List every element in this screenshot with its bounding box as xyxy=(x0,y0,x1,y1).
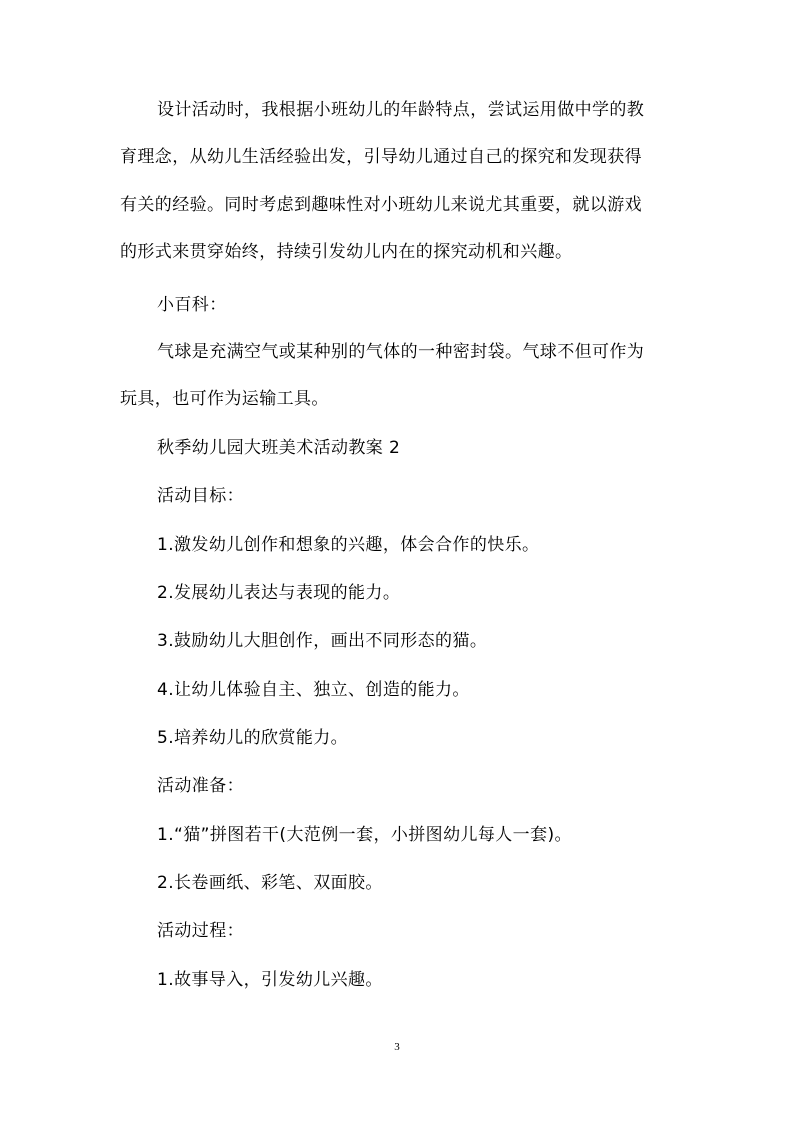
paragraph-line: 设计活动时，我根据小班幼儿的年龄特点，尝试运用做中学的教 xyxy=(157,100,645,120)
goal-item: 5.培养幼儿的欣赏能力。 xyxy=(157,728,349,748)
goal-item: 2.发展幼儿表达与表现的能力。 xyxy=(157,583,401,603)
paragraph-line: 的形式来贯穿始终，持续引发幼儿内在的探究动机和兴趣。 xyxy=(120,242,573,262)
paragraph-line: 气球是充满空气或某种别的气体的一种密封袋。气球不但可作为 xyxy=(157,342,645,362)
goal-item: 1.激发幼儿创作和想象的兴趣，体会合作的快乐。 xyxy=(157,535,540,555)
goal-item: 4.让幼儿体验自主、独立、创造的能力。 xyxy=(157,680,470,700)
section-heading-encyclopedia: 小百科： xyxy=(157,295,227,315)
paragraph-line: 有关的经验。同时考虑到趣味性对小班幼儿来说尤其重要，就以游戏 xyxy=(120,195,642,215)
preparation-item: 2.长卷画纸、彩笔、双面胶。 xyxy=(157,873,383,893)
page-number: 3 xyxy=(394,1041,400,1053)
paragraph-line: 育理念，从幼儿生活经验出发，引导幼儿通过自己的探究和发现获得 xyxy=(120,147,642,167)
section-heading-goals: 活动目标： xyxy=(157,486,244,506)
paragraph-line: 玩具，也可作为运输工具。 xyxy=(120,389,329,409)
preparation-item: 1.“猫”拼图若干(大范例一套，小拼图幼儿每人一套)。 xyxy=(157,825,572,845)
process-item: 1.故事导入，引发幼儿兴趣。 xyxy=(157,970,383,990)
section-heading-process: 活动过程： xyxy=(157,921,244,941)
goal-item: 3.鼓励幼儿大胆创作，画出不同形态的猫。 xyxy=(157,631,488,651)
section-heading-preparation: 活动准备： xyxy=(157,776,244,796)
lesson-title: 秋季幼儿园大班美术活动教案 2 xyxy=(157,438,401,458)
